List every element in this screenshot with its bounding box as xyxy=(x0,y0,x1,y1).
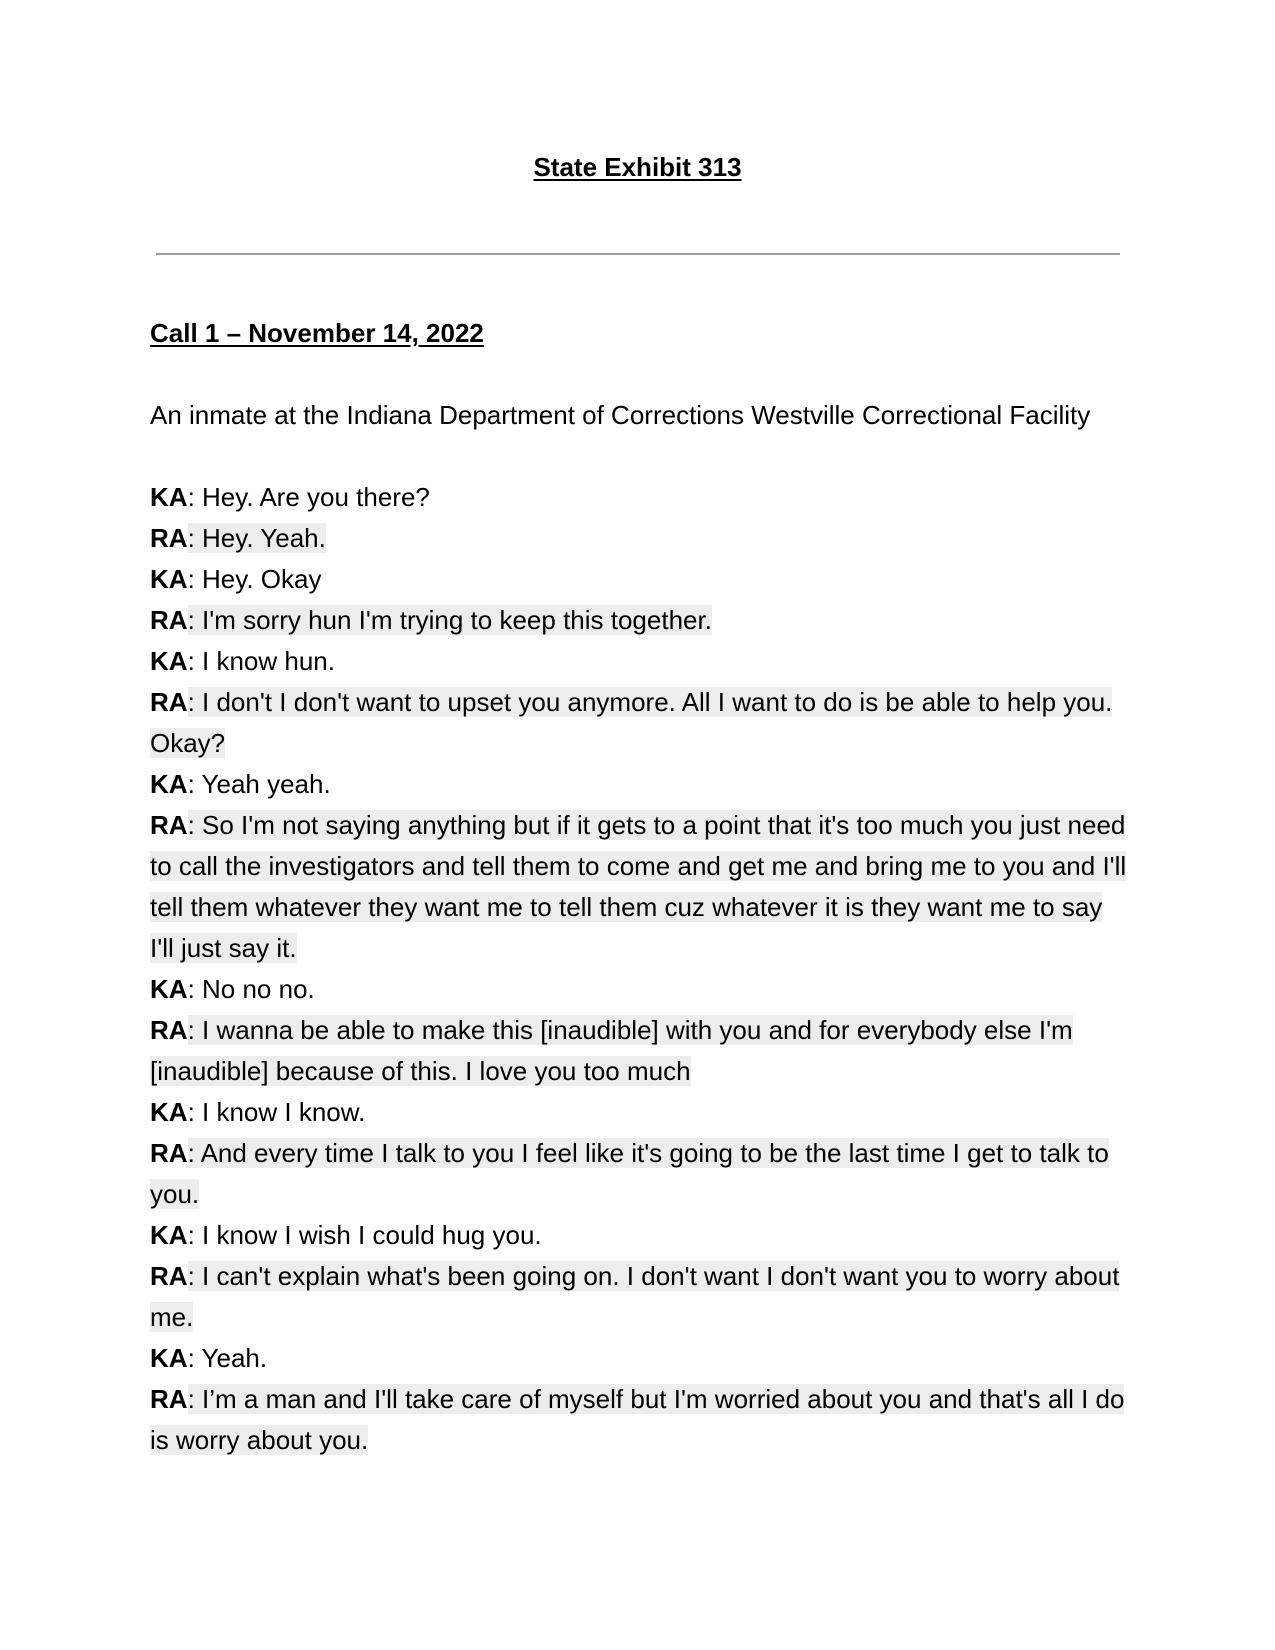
speaker-label: KA xyxy=(150,1343,188,1373)
document-body xyxy=(150,313,1130,1461)
utterance-text: : I know I wish I could hug you. xyxy=(187,1220,542,1250)
transcript-line xyxy=(150,518,1130,559)
transcript-line xyxy=(150,559,1130,600)
utterance-text: : No no no. xyxy=(187,974,315,1004)
utterance-text: : Yeah. xyxy=(187,1343,268,1373)
utterance-text: : And every time I talk to you I feel like it's going to be the last time I get to talk to you. xyxy=(150,1138,1109,1209)
utterance-text: : I wanna be able to make this [inaudible] with you and for everybody else I'm [inaudible] because of this. I love you too much xyxy=(150,1015,1073,1086)
speaker-label: KA xyxy=(150,1220,188,1250)
transcript-line xyxy=(150,1338,1130,1379)
speaker-label: RA xyxy=(150,687,188,717)
speaker-label: KA xyxy=(150,482,188,512)
speaker-label: KA xyxy=(150,646,188,676)
transcript-line xyxy=(150,764,1130,805)
transcript-line xyxy=(150,1379,1130,1461)
transcript xyxy=(150,477,1130,1461)
utterance-text: : I know hun. xyxy=(187,646,335,676)
utterance-text: : I don't I don't want to upset you anymore. All I want to do is be able to help you. Okay? xyxy=(150,687,1113,758)
transcript-line xyxy=(150,600,1130,641)
utterance-text: : Hey. Are you there? xyxy=(187,482,430,512)
horizontal-rule xyxy=(156,253,1120,255)
speaker-label: RA xyxy=(150,1015,188,1045)
utterance-text: : Hey. Yeah. xyxy=(187,523,326,553)
speaker-label: RA xyxy=(150,605,188,635)
speaker-label: RA xyxy=(150,1138,188,1168)
transcript-line xyxy=(150,805,1130,969)
utterance-text: : So I'm not saying anything but if it gets to a point that it's too much you just need to call the investigators and tell them to come and get me and bring me to you and I'll tell them whatever they want me to tell them cuz whatever it is they want me to say I'll just say it. xyxy=(150,810,1127,963)
utterance-text: : Hey. Okay xyxy=(187,564,322,594)
speaker-label: KA xyxy=(150,564,188,594)
transcript-line xyxy=(150,682,1130,764)
utterance-text: : I'm sorry hun I'm trying to keep this together. xyxy=(187,605,712,635)
transcript-line xyxy=(150,1092,1130,1133)
utterance-text: : I’m a man and I'll take care of myself but I'm worried about you and that's all I do is worry about you. xyxy=(150,1384,1125,1455)
speaker-label: KA xyxy=(150,769,188,799)
transcript-line xyxy=(150,1010,1130,1092)
exhibit-title-text: State Exhibit 313 xyxy=(533,152,742,182)
speaker-label: RA xyxy=(150,523,188,553)
speaker-label: RA xyxy=(150,810,188,840)
utterance-text: : I can't explain what's been going on. I don't want I don't want you to worry about me. xyxy=(150,1261,1120,1332)
transcript-line xyxy=(150,477,1130,518)
utterance-text: : I know I know. xyxy=(187,1097,366,1127)
transcript-line xyxy=(150,1215,1130,1256)
transcript-line xyxy=(150,969,1130,1010)
transcript-line xyxy=(150,1256,1130,1338)
call-heading: Call 1 – November 14, 2022 xyxy=(150,318,484,348)
call-intro: An inmate at the Indiana Department of Corrections Westville Correctional Facility xyxy=(150,400,1091,430)
speaker-label: RA xyxy=(150,1384,188,1414)
speaker-label: RA xyxy=(150,1261,188,1291)
speaker-label: KA xyxy=(150,1097,188,1127)
transcript-line xyxy=(150,641,1130,682)
utterance-text: : Yeah yeah. xyxy=(187,769,331,799)
exhibit-title xyxy=(0,150,1275,184)
speaker-label: KA xyxy=(150,974,188,1004)
transcript-line xyxy=(150,1133,1130,1215)
